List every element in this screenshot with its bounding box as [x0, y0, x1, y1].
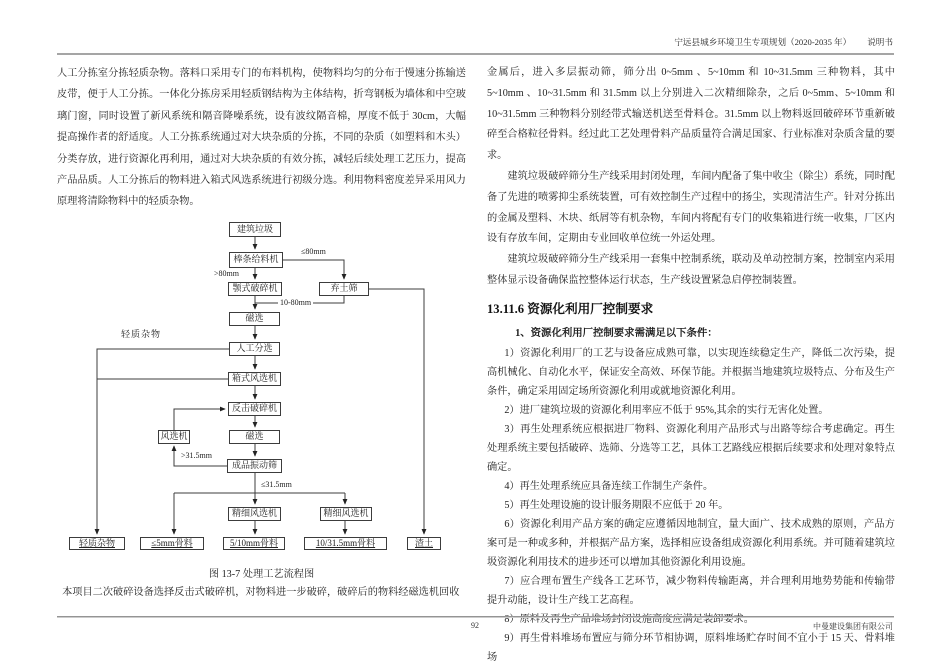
paragraph: 建筑垃圾破碎筛分生产线采用一套集中控制系统，联动及单动控制方案，控制室内采用整体显示设备确保监控整体运行状态，生产线设置紧急启停控制装置。: [487, 254, 895, 286]
flow-node-manual-sorting: 人工分选: [229, 342, 280, 356]
flow-node-fine-air-separator-2: 精细风选机: [320, 507, 372, 521]
flow-node-bar-feeder: 棒条给料机: [229, 252, 283, 268]
paragraph: 本项目二次破碎设备选择反击式破碎机，对物料进一步破碎，破碎后的物料经磁选机回收: [62, 586, 460, 598]
flow-node-construction-waste: 建筑垃圾: [229, 222, 281, 237]
header-doc-type: 说明书: [867, 37, 893, 47]
list-item: 4）再生处理系统应具备连续工作制生产条件。: [504, 480, 714, 492]
flow-node-aggregate-under-5mm: ≤5mm骨料: [140, 537, 204, 550]
page-number: 92: [471, 621, 479, 630]
paragraph: 人工分拣室分拣轻质杂物。落料口采用专门的布料机构，使物料均匀的分布于慢速分拣输送皮带，便于人工分拣。一体化分拣房采用轻质钢结构为主体结构，折弯钢板为墙体和中空玻璃门窗，同时设置了新风系统和隔音降噪系统，设有波纹隔音棉，厚度不低于 30cm，大幅提高操作者的舒适度。人工分拣系统通过对大块杂质的分拣，不同的杂质（如塑料和木头）分类存放，进行资源化再利用，通过对大块杂质的有效分拣，减轻后续处理工艺压力，提高产品品质。人工分拣后的物料进入箱式风选系统进行初级分选。利用物料密度差异采用风力原理将清除物料中的轻质杂物。: [57, 68, 466, 208]
flow-node-magnetic-separation-2: 磁选: [229, 430, 280, 444]
header-rule: [57, 53, 894, 55]
flow-node-fine-air-separator-1: 精细风选机: [228, 507, 281, 521]
paragraph: 建筑垃圾破碎筛分生产线采用封闭处理，车间内配备了集中收尘（除尘）系统，同时配备了先进的喷雾抑尘系统装置，可有效控制生产过程中的扬尘，实现清洁生产。针对分拣出的金属及塑料、木块、纸屑等有机杂物，车间内将配有专门的收集箱进行统一收集，厂区内设有存放车间，定期由专业回收单位统一外运处理。: [487, 170, 895, 245]
flow-node-aggregate-10-315mm: 10/31.5mm骨料: [304, 537, 387, 550]
right-column: [487, 63, 895, 667]
header-title: 宁远县城乡环境卫生专项规划（2020-2035 年）: [674, 37, 852, 47]
list-item: 1）资源化利用厂的工艺与设备应成熟可靠，以实现连续稳定生产，降低二次污染，提高机械化、自动化水平，保证安全高效、环保节能。并根据当地建筑垃圾特点、分布及生产条件，确定采用固定场所资源化利用或就地资源化利用。: [487, 347, 895, 397]
footer-rule: [57, 616, 894, 618]
section-heading: 13.11.6 资源化利用厂控制要求: [487, 301, 654, 316]
flow-node-light-debris: 轻质杂物: [69, 537, 125, 550]
flow-node-impact-crusher: 反击破碎机: [228, 402, 281, 416]
list-item: 6）资源化利用产品方案的确定应遵循因地制宜，量大面广、技术成熟的原则，产品方案可是一种或多种，并根据产品方案，选择相应设备组成资源化利用系统。并可随着建筑垃圾资源化利用技术的进步还可以增加其他资源化利用设施。: [487, 518, 895, 568]
flow-node-product-vibrating-screen: 成品振动筛: [227, 459, 282, 473]
paragraph: 金属后，进入多层振动筛，筛分出 0~5mm 、5~10mm 和 10~31.5mm 三种物料，其中 5~10mm 、10~31.5mm 和 31.5mm 以上分别进入二次精细除杂，之后 0~5mm、5~10mm 和 10~31.5mm 三种物料分别经带式输送机送至骨料仓。31.5mm 以上物料返回破碎环节重新破碎至合格粒径骨料。经过此工艺处理骨料产品质量符合满足国家、行业标准对杂质含量的要求。: [487, 67, 895, 162]
list-subheading: 1、资源化利用厂控制要求需满足以下条件：: [515, 327, 718, 339]
flow-node-residue-soil: 渣土: [407, 537, 441, 550]
list-item: 9）再生骨料堆场布置应与筛分环节相协调，原料堆场贮存时间不宜小于 15 天、骨料堆场: [487, 632, 895, 663]
edge-label-le315mm: ≤31.5mm: [261, 479, 292, 489]
left-column: [57, 63, 466, 603]
list-item: 5）再生处理设施的设计服务期限不应低于 20 年。: [504, 499, 729, 511]
figure-caption: 图 13-7 处理工艺流程图: [208, 568, 315, 580]
edge-label-light-debris: 轻质杂物: [121, 328, 162, 339]
flow-node-jaw-crusher: 颚式破碎机: [228, 282, 282, 296]
list-item: 2）进厂建筑垃圾的资源化利用率应不低于 95%,其余的实行无害化处置。: [504, 404, 829, 416]
edge-label-10-80mm: 10-80mm: [280, 297, 312, 307]
edge-label-gt315mm: >31.5mm: [181, 450, 212, 460]
flow-node-air-separator: 风选机: [158, 430, 190, 444]
footer-company: 中曼建设集团有限公司: [813, 622, 893, 631]
flow-node-aggregate-5-10mm: 5/10mm骨料: [223, 537, 285, 550]
flow-node-box-air-separator: 箱式风选机: [228, 372, 281, 386]
flow-node-magnetic-separation-1: 磁选: [229, 312, 280, 326]
list-item: 8）原料及再生产品堆场封闭设施高度应满足装卸要求。: [504, 613, 754, 625]
list-item: 7）应合理布置生产线各工艺环节，减少物料传输距离，并合理利用地势势能和传输带提升动能，设计生产线工艺高程。: [487, 575, 895, 606]
page-header: [57, 36, 893, 48]
flow-node-soil-screen: 弃土筛: [319, 282, 369, 296]
edge-label-le80mm: ≤80mm: [301, 246, 326, 256]
edge-label-gt80mm: >80mm: [214, 268, 239, 278]
process-flowchart: [57, 217, 467, 559]
list-item: 3）再生处理系统应根据进厂物料、资源化利用产品形式与出路等综合考虑确定。再生处理系统主要包括破碎、选筛、分选等工艺，具体工艺路线应根据后续要求和处理对象特点确定。: [487, 423, 895, 473]
